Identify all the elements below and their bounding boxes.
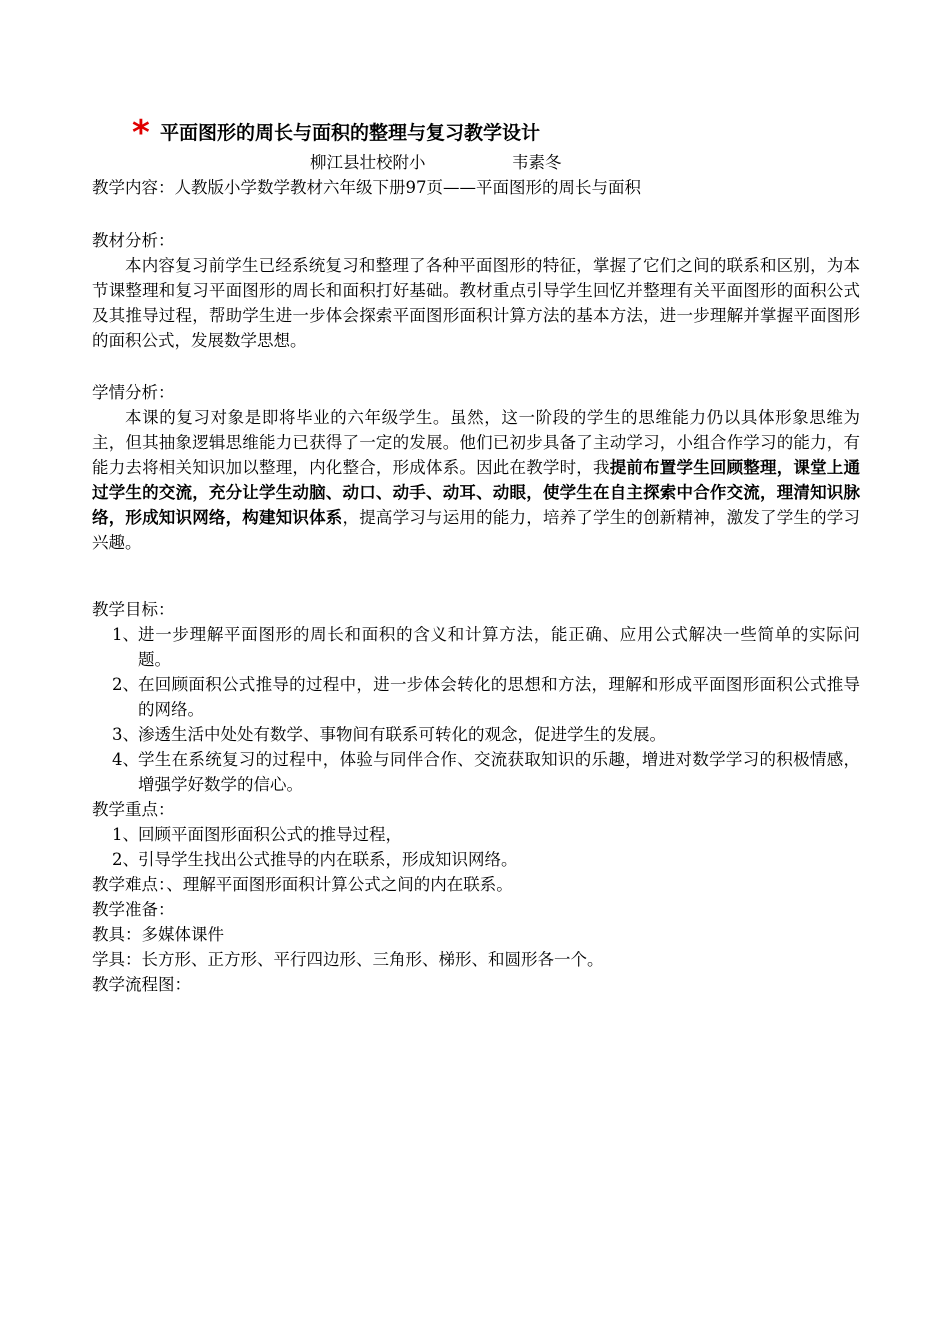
teaching-preparation-heading: 教学准备： xyxy=(92,900,175,919)
teacher-tools-line: 教具：多媒体课件 xyxy=(92,925,224,944)
school-name: 柳江县壮校附小 xyxy=(310,153,426,172)
list-item: 4、 学生在系统复习的过程中，体验与同伴合作、交流获取知识的乐趣，增进对数学学习的积极情感，增强学好数学的信心。 xyxy=(112,750,860,794)
key-points-list xyxy=(92,822,860,872)
red-star-icon: * xyxy=(132,113,150,153)
teaching-difficulty-line: 教学难点：、理解平面图形面积计算公式之间的内在联系。 xyxy=(92,875,513,894)
teaching-content-line: 教学内容：人教版小学数学教材六年级下册97页——平面图形的周长与面积 xyxy=(92,178,641,197)
teaching-goals-list xyxy=(92,622,860,797)
key-points-heading: 教学重点： xyxy=(92,800,175,819)
list-item: 1、 进一步理解平面图形的周长和面积的含义和计算方法，能正确、应用公式解决一些简单的实际问题。 xyxy=(112,625,860,669)
student-analysis-body xyxy=(92,405,860,555)
student-analysis-text-start: 本课的复习对象是即将毕业的六年级学生。虽然，这一阶段的学生的思维能力仍以具体形象思维为主，但其抽象逻辑思维能力已获得了一定的发展。他们已初步具备了主动学习，小组合作学习的能力，有能力去将相关知识加以整理，内化整合，形成体系。因此在教学时，我 xyxy=(92,408,860,477)
student-tools-line: 学具：长方形、正方形、平行四边形、三角形、梯形、和圆形各一个。 xyxy=(92,950,604,969)
list-item: 2、 引导学生找出公式推导的内在联系，形成知识网络。 xyxy=(112,850,518,869)
title-row xyxy=(132,112,860,153)
byline xyxy=(92,150,860,175)
list-item: 1、 回顾平面图形面积公式的推导过程， xyxy=(112,825,402,844)
textbook-analysis-body: 本内容复习前学生已经系统复习和整理了各种平面图形的特征，掌握了它们之间的联系和区别，为本节课整理和复习平面图形的周长和面积打好基础。教材重点引导学生回忆并整理有关平面图形的面积公式及其推导过程，帮助学生进一步体会探索平面图形面积计算方法的基本方法，进一步理解并掌握平面图形的面积公式，发展数学思想。 xyxy=(92,256,860,350)
teaching-goals-heading: 教学目标： xyxy=(92,600,175,619)
document-page xyxy=(92,112,860,997)
student-analysis-text-bold: 提前布置学生回顾整理，课堂上通过学生的交流，充分让学生动脑、动口、动手、动耳、动眼，使学生在自主探索中合作交流，理清知识脉络，形成知识网络，构建知识体系 xyxy=(92,458,861,527)
list-item: 3、 渗透生活中处处有数学、事物间有联系可转化的观念，促进学生的发展。 xyxy=(112,725,666,744)
student-analysis-text-end: ，提高学习与运用的能力，培养了学生的创新精神，激发了学生的学习兴趣。 xyxy=(92,508,861,552)
textbook-analysis-heading: 教材分析： xyxy=(92,231,175,250)
author-name: 韦素冬 xyxy=(512,153,562,172)
list-item: 2、 在回顾面积公式推导的过程中，进一步体会转化的思想和方法，理解和形成平面图形面积公式推导的网络。 xyxy=(112,675,860,719)
student-analysis-heading: 学情分析： xyxy=(92,383,175,402)
flowchart-heading: 教学流程图： xyxy=(92,975,191,994)
document-title: 平面图形的周长与面积的整理与复习教学设计 xyxy=(160,122,541,144)
